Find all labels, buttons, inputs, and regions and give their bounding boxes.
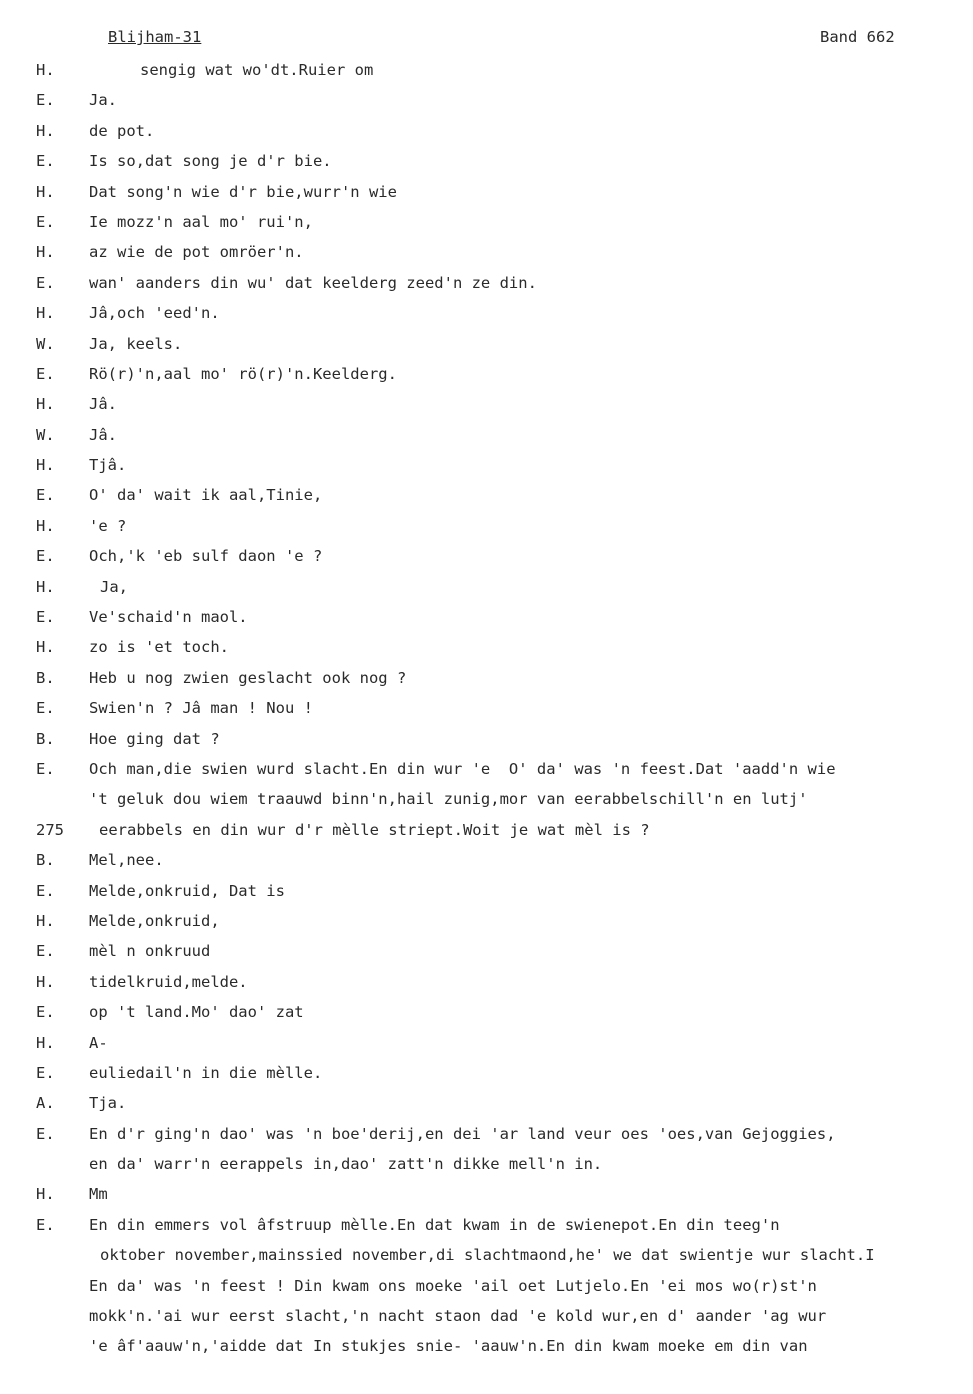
speaker-label: E.	[36, 273, 55, 292]
transcript-line	[0, 1119, 973, 1149]
transcript-line	[0, 450, 973, 480]
transcript	[0, 55, 973, 1362]
utterance-text: En din emmers vol âfstruup mèlle.En dat kwam in de swienepot.En din teeg'n	[89, 1215, 780, 1234]
speaker-label: E.	[36, 881, 55, 900]
utterance-text: 'e ?	[89, 516, 127, 535]
transcript-line	[0, 845, 973, 875]
speaker-label: H.	[36, 516, 55, 535]
speaker-label: H.	[36, 304, 55, 323]
utterance-text: mokk'n.'ai wur eerst slacht,'n nacht staon dad 'e kold wur,en d' aander 'ag wur	[89, 1307, 827, 1326]
utterance-text: Ja.	[89, 91, 117, 110]
utterance-text: Mm	[89, 1185, 108, 1204]
speaker-label: A.	[36, 1094, 55, 1113]
utterance-text: Och man,die swien wurd slacht.En din wur 'e O' da' was 'n feest.Dat 'aadd'n wie	[89, 759, 836, 778]
utterance-text: Heb u nog zwien geslacht ook nog ?	[89, 668, 407, 687]
transcript-line	[0, 177, 973, 207]
utterance-text: Ve'schaid'n maol.	[89, 608, 248, 627]
utterance-text: op 't land.Mo' dao' zat	[89, 1003, 304, 1022]
utterance-text: Jâ.	[89, 395, 117, 414]
speaker-label: W.	[36, 425, 55, 444]
speaker-label: E.	[36, 1124, 55, 1143]
transcript-line	[0, 1088, 973, 1118]
utterance-text: Jâ.	[89, 425, 117, 444]
transcript-line	[0, 298, 973, 328]
speaker-label: H.	[36, 121, 55, 140]
transcript-line	[0, 207, 973, 237]
transcript-line	[0, 632, 973, 662]
transcript-line	[0, 724, 973, 754]
transcript-line	[0, 602, 973, 632]
transcript-line	[0, 237, 973, 267]
speaker-label: H.	[36, 972, 55, 991]
speaker-label: H.	[36, 182, 55, 201]
speaker-label: H.	[36, 61, 55, 79]
utterance-text: Mel,nee.	[89, 851, 164, 870]
speaker-label: H.	[36, 456, 55, 475]
utterance-text: Tjâ.	[89, 456, 127, 475]
transcript-line	[0, 906, 973, 936]
utterance-text: mèl n onkruud	[89, 942, 211, 961]
transcript-line	[0, 389, 973, 419]
transcript-line	[0, 967, 973, 997]
utterance-text: euliedail'n in die mèlle.	[89, 1063, 323, 1082]
transcript-line	[0, 1210, 973, 1240]
speaker-label: B.	[36, 668, 55, 687]
transcript-line	[0, 511, 973, 541]
utterance-text: Swien'n ? Jâ man ! Nou !	[89, 699, 313, 718]
page-header	[0, 28, 973, 54]
utterance-text: Och,'k 'eb sulf daon 'e ?	[89, 547, 323, 566]
utterance-text: zo is 'et toch.	[89, 638, 229, 657]
utterance-text: en da' warr'n eerappels in,dao' zatt'n dikke mell'n in.	[89, 1155, 603, 1174]
utterance-text: Ie mozz'n aal mo' rui'n,	[89, 212, 313, 231]
transcript-line	[0, 1149, 973, 1179]
speaker-label: H.	[36, 243, 55, 262]
utterance-text: Dat song'n wie d'r bie,wurr'n wie	[89, 182, 397, 201]
transcript-line	[0, 997, 973, 1027]
utterance-text: Ja, keels.	[89, 334, 183, 353]
utterance-text: wan' aanders din wu' dat keelderg zeed'n ze din.	[89, 273, 537, 292]
utterance-text: Rö(r)'n,aal mo' rö(r)'n.Keelderg.	[89, 364, 397, 383]
speaker-label: H.	[36, 1185, 55, 1204]
utterance-text: En da' was 'n feest ! Din kwam ons moeke 'ail oet Lutjelo.En 'ei mos wo(r)st'n	[89, 1276, 817, 1295]
speaker-label: E.	[36, 942, 55, 961]
transcript-line	[0, 268, 973, 298]
transcript-line	[0, 541, 973, 571]
utterance-text: 't geluk dou wiem traauwd binn'n,hail zunig,mor van eerabbelschill'n en lutj'	[89, 790, 808, 809]
transcript-line	[0, 936, 973, 966]
utterance-text: En d'r ging'n dao' was 'n boe'derij,en dei 'ar land veur oes 'oes,van Gejoggies,	[89, 1124, 836, 1143]
speaker-label: H.	[36, 395, 55, 414]
utterance-text: Is so,dat song je d'r bie.	[89, 152, 332, 171]
utterance-text: 'e âf'aauw'n,'aidde dat In stukjes snie- 'aauw'n.En din kwam moeke em din van	[89, 1337, 808, 1356]
utterance-text: Tja.	[89, 1094, 127, 1113]
speaker-label: E.	[36, 1003, 55, 1022]
utterance-text: sengig wat wo'dt.Ruier om	[140, 61, 374, 79]
band-number: Band 662	[820, 28, 895, 46]
speaker-label: H.	[36, 577, 55, 596]
utterance-text: Hoe ging dat ?	[89, 729, 220, 748]
speaker-label: W.	[36, 334, 55, 353]
utterance-text: eerabbels en din wur d'r mèlle striept.Woit je wat mèl is ?	[99, 820, 650, 839]
page-title: Blijham-31	[108, 28, 202, 46]
transcript-line	[0, 693, 973, 723]
transcript-line	[0, 1058, 973, 1088]
transcript-line	[0, 420, 973, 450]
speaker-label: H.	[36, 638, 55, 657]
speaker-label: E.	[36, 91, 55, 110]
transcript-line	[0, 754, 973, 784]
transcript-line	[0, 1331, 973, 1361]
transcript-line	[0, 1028, 973, 1058]
speaker-label: E.	[36, 1215, 55, 1234]
transcript-line	[0, 480, 973, 510]
utterance-text: oktober november,mainssied november,di slachtmaond,he' we dat swientje wur slacht.I	[100, 1246, 875, 1265]
utterance-text: Ja,	[100, 577, 128, 596]
speaker-label: E.	[36, 486, 55, 505]
speaker-label: E.	[36, 152, 55, 171]
speaker-label: E.	[36, 699, 55, 718]
transcript-line	[0, 876, 973, 906]
transcript-line	[0, 329, 973, 359]
transcript-line	[0, 359, 973, 389]
transcript-line	[0, 1240, 973, 1270]
transcript-line	[0, 1271, 973, 1301]
speaker-label: H.	[36, 1033, 55, 1052]
speaker-label: H.	[36, 911, 55, 930]
transcript-line	[0, 116, 973, 146]
transcript-line	[0, 85, 973, 115]
utterance-text: tidelkruid,melde.	[89, 972, 248, 991]
utterance-text: O' da' wait ik aal,Tinie,	[89, 486, 323, 505]
speaker-label: B.	[36, 729, 55, 748]
speaker-label: E.	[36, 608, 55, 627]
utterance-text: de pot.	[89, 121, 155, 140]
line-number: 275	[36, 820, 64, 839]
utterance-text: A-	[89, 1033, 108, 1052]
transcript-line	[0, 784, 973, 814]
utterance-text: az wie de pot omröer'n.	[89, 243, 304, 262]
transcript-line	[0, 55, 973, 85]
transcript-line	[0, 146, 973, 176]
speaker-label: E.	[36, 1063, 55, 1082]
speaker-label: E.	[36, 759, 55, 778]
utterance-text: Melde,onkruid, Dat is	[89, 881, 285, 900]
utterance-text: Melde,onkruid,	[89, 911, 220, 930]
transcript-line	[0, 1301, 973, 1331]
transcript-line	[0, 572, 973, 602]
transcript-line	[0, 815, 973, 845]
transcript-line	[0, 663, 973, 693]
transcript-line	[0, 1179, 973, 1209]
speaker-label: B.	[36, 851, 55, 870]
speaker-label: E.	[36, 364, 55, 383]
utterance-text: Jâ,och 'eed'n.	[89, 304, 220, 323]
speaker-label: E.	[36, 212, 55, 231]
speaker-label: E.	[36, 547, 55, 566]
